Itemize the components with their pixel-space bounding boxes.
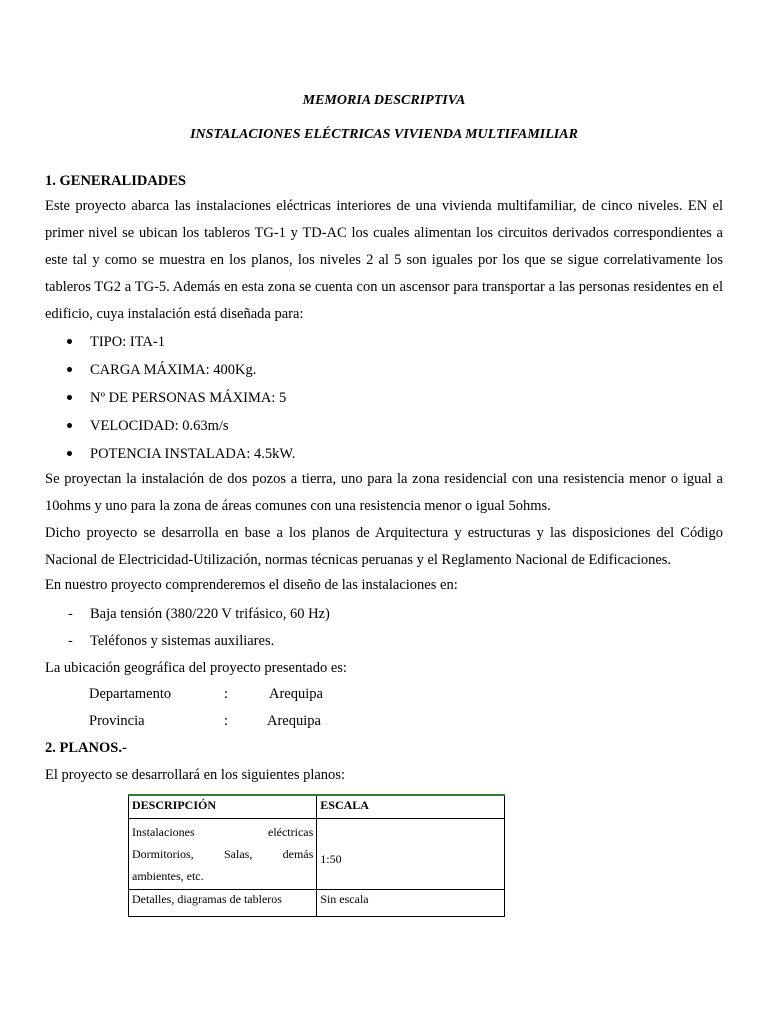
location-intro-line: La ubicación geográfica del proyecto presentado es: [45,660,347,676]
list-item: TIPO: ITA-1 [45,328,723,356]
grounding-paragraph: Se proyectan la instalación de dos pozos a tierra, uno para la zona residencial con una resistencia menor o igual a 10ohms y uno para la zona de áreas comunes con una resistencia menor o igual 5ohms. [45,471,723,514]
bullet-icon [67,451,72,456]
document-title: MEMORIA DESCRIPTIVA [302,93,466,108]
dash-bullet: - [68,606,73,622]
basis-paragraph: Dicho proyecto se desarrolla en base a los planos de Arquitectura y estructuras y las disposiciones del Código Nacional de Electricidad-Utilización, normas técnicas peruanas y el Reglamento Nacional de Edificaciones. [45,525,723,568]
table-header-row [129,795,505,819]
table-cell-scale: 1:50 [317,819,505,890]
section-heading-planos: 2. PLANOS.- [45,740,127,756]
table-cell-scale: Sin escala [317,890,505,917]
planos-table [128,794,505,917]
list-item: - Teléfonos y sistemas auxiliares. [45,628,330,655]
bullet-icon [67,395,72,400]
installation-scope-list [45,601,330,655]
bullet-icon [67,367,72,372]
document-page: MEMORIA DESCRIPTIVA INSTALACIONES ELÉCTRICAS VIVIENDA MULTIFAMILIAR 1. GENERALIDADES Este proyecto abarca las instalaciones eléctricas interiores de una vivienda multifamiliar, de cinco niveles. EN el primer nivel se ubican los tableros TG-1 y TD-AC los cuales alimentan los circuitos derivados correspondientes a este tal y como se muestra en los planos, los niveles 2 al 5 son iguales por los que se sigue correlativamente los tableros TG2 a TG-5. Además en esta zona se cuenta con un ascensor para transportar a las personas residentes en el edificio, cuya instalación está diseñada para: TIPO: ITA-1 CARGA MÁXIMA: 400Kg. Nº DE PERSONAS MÁXIMA: 5 VELOCIDAD: 0.63m/s POTENCIA INSTALADA: 4.5kW. Se proyectan la instalación de dos pozos a tierra, uno para la zona residencial con una resistencia menor o igual a 10ohms y uno para la zona de áreas comunes con una resistencia menor o igual 5ohms. Dicho proyecto se desarrolla en base a los planos de Arquitectura y estructuras y las disposiciones del Código Nacional de Electricidad-Utilización, normas técnicas peruanas y el Reglamento Nacional de Edificaciones. En nuestro proyecto comprenderemos el diseño de las instalaciones en: - Baja tensión (380/220 V trifásico, 60 Hz) - Teléfonos y sistemas auxiliares. La ubicación geográfica del proyecto presentado es: Departamento : Arequipa Provincia : Arequipa 2. PLANOS.- El proyecto se desarrollará en los siguientes planos: DESCRIPCIÓN ESCALA Instalaciones eléctricas Dormitorios, Salas, demás ambientes, etc. 1:50 Detalles, diagramas de tableros Sin escala [0,0,768,1024]
section-heading-generalidades: 1. GENERALIDADES [45,173,186,189]
elevator-spec-list [45,328,723,468]
bullet-icon [67,423,72,428]
intro-paragraph: Este proyecto abarca las instalaciones eléctricas interiores de una vivienda multifamiliar, de cinco niveles. EN el primer nivel se ubican los tableros TG-1 y TD-AC los cuales alimentan los circuitos derivados correspondientes a este tal y como se muestra en los planos, los niveles 2 al 5 son iguales por los que se sigue correlativamente los tableros TG2 a TG-5. Además en esta zona se cuenta con un ascensor para transportar a las personas residentes en el edificio, cuya instalación está diseñada para: [45,198,723,322]
table-cell-description: Detalles, diagramas de tableros [129,890,317,917]
dash-bullet: - [68,633,73,649]
table-row [129,819,505,890]
table-row [129,890,505,917]
list-item: - Baja tensión (380/220 V trifásico, 60 Hz) [45,601,330,628]
document-subtitle: INSTALACIONES ELÉCTRICAS VIVIENDA MULTIFAMILIAR [190,127,578,142]
column-header-escala: ESCALA [317,795,505,819]
table-cell-description: Instalaciones eléctricas Dormitorios, Salas, demás ambientes, etc. [129,819,317,890]
bullet-icon [67,339,72,344]
planos-intro-line: El proyecto se desarrollará en los siguientes planos: [45,767,345,783]
design-scope-line: En nuestro proyecto comprenderemos el diseño de las instalaciones en: [45,577,458,593]
column-header-descripcion: DESCRIPCIÓN [129,795,317,819]
list-item: Nº DE PERSONAS MÁXIMA: 5 [45,384,723,412]
list-item: POTENCIA INSTALADA: 4.5kW. [45,440,723,468]
list-item: CARGA MÁXIMA: 400Kg. [45,356,723,384]
list-item: VELOCIDAD: 0.63m/s [45,412,723,440]
